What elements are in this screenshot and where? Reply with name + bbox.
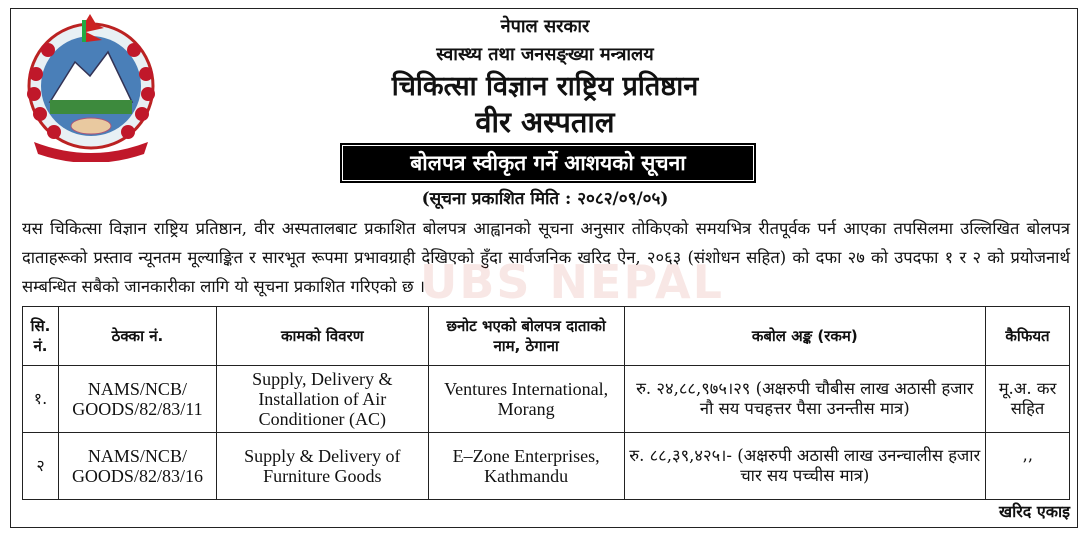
header-sn: सि. नं. bbox=[23, 307, 59, 366]
row-sn: १. bbox=[23, 366, 59, 433]
row-remarks: ’’ bbox=[986, 433, 1070, 500]
notice-body: यस चिकित्सा विज्ञान राष्ट्रिय प्रतिष्ठान, वीर अस्पतालबाट प्रकाशित बोलपत्र आह्वानको सूचना अनुसार तोकिएको समयभित्र रीतपूर्वक पर्न आएका तपसिलमा उल्लिखित बोलपत्र दाताहरूको प्रस्ताव न्यूनतम मूल्याङ्कित र सारभूत रूपमा प्रभावग्राही देखिएको हुँदा सार्वजनिक खरिद ऐन, २०६३ (संशोधन सहित) को दफा २७ को उपदफा १ र २ को प्रयोजनार्थ सम्बन्धित सबैको जानकारीका लागि यो सूचना प्रकाशित गरिएको छ । bbox=[22, 219, 1070, 296]
government-name: नेपाल सरकार bbox=[500, 16, 590, 37]
watermark: UBS NEPAL bbox=[420, 255, 724, 309]
row-bidder: Ventures International, Morang bbox=[428, 366, 624, 433]
ministry-name: स्वास्थ्य तथा जनसङ्ख्या मन्त्रालय bbox=[436, 44, 654, 65]
header-remarks: कैफियत bbox=[986, 307, 1070, 366]
header-contract-no: ठेक्का नं. bbox=[58, 307, 216, 366]
row-contract-no: NAMS/NCB/ GOODS/82/83/11 bbox=[58, 366, 216, 433]
row-bidder: E–Zone Enterprises, Kathmandu bbox=[428, 433, 624, 500]
table-header-row bbox=[23, 307, 1070, 366]
hospital-name: वीर अस्पताल bbox=[475, 105, 615, 139]
header-description: कामको विवरण bbox=[216, 307, 428, 366]
table-row bbox=[23, 366, 1070, 433]
bid-table bbox=[22, 306, 1070, 500]
row-sn: २ bbox=[23, 433, 59, 500]
published-date: (सूचना प्रकाशित मिति : २०८२/०९/०५) bbox=[421, 189, 669, 209]
row-amount: रु. २४,८८,९७५।२९ (अक्षरुपी चौबीस लाख अठासी हजार नौ सय पचहत्तर पैसा उनन्तीस मात्र) bbox=[624, 366, 986, 433]
header-amount: कबोल अङ्क (रकम) bbox=[624, 307, 986, 366]
institution-name: चिकित्सा विज्ञान राष्ट्रिय प्रतिष्ठान bbox=[391, 71, 699, 102]
header-bidder: छनोट भएको बोलपत्र दाताको नाम, ठेगाना bbox=[428, 307, 624, 366]
row-contract-no: NAMS/NCB/ GOODS/82/83/16 bbox=[58, 433, 216, 500]
row-amount: रु. ८८,३९,४२५।- (अक्षरुपी अठासी लाख उनन्चालीस हजार चार सय पच्चीस मात्र) bbox=[624, 433, 986, 500]
notice-title: बोलपत्र स्वीकृत गर्ने आशयको सूचना bbox=[340, 143, 756, 183]
signature: खरिद एकाइ bbox=[999, 502, 1070, 521]
row-description: Supply, Delivery & Installation of Air Conditioner (AC) bbox=[216, 366, 428, 433]
row-remarks: मू.अ. कर सहित bbox=[986, 366, 1070, 433]
table-row bbox=[23, 433, 1070, 500]
row-description: Supply & Delivery of Furniture Goods bbox=[216, 433, 428, 500]
